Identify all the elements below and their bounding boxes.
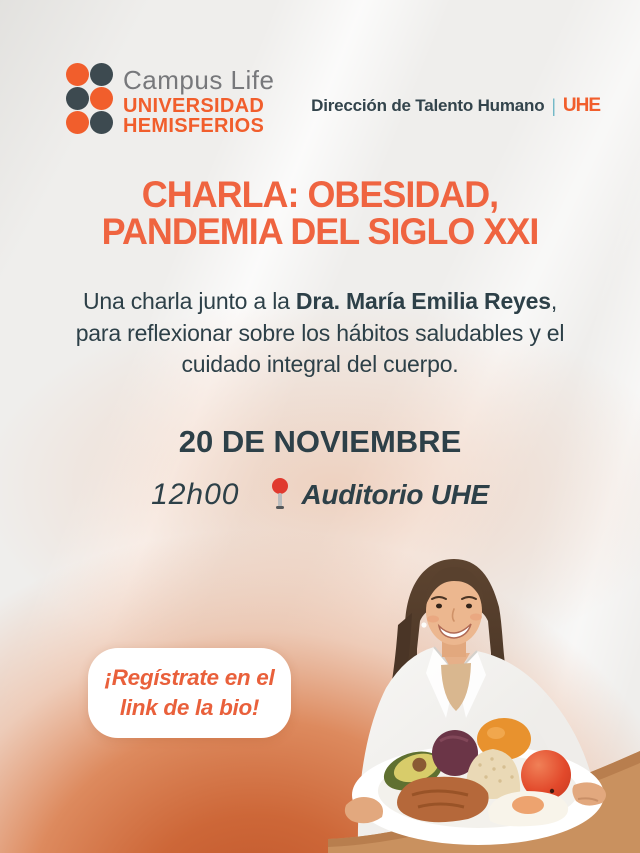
location-pin-icon <box>272 478 288 512</box>
cta-line2: link de la bio! <box>119 695 260 720</box>
campus-life-logo <box>66 63 274 137</box>
department-name: Dirección de Talento Humano <box>311 96 545 115</box>
cta-line1: ¡Regístrate en el <box>104 664 275 690</box>
description-part1: Una charla junto a la <box>82 288 296 314</box>
logo-dot <box>66 87 89 110</box>
separator-bar: | <box>551 95 556 116</box>
speaker-photo-illustration <box>328 553 640 853</box>
event-title-line2: PANDEMIA DEL SIGLO XXI <box>101 211 539 252</box>
logo-org-line2: HEMISFERIOS <box>123 115 265 138</box>
event-title <box>10 176 631 250</box>
logo-dots-icon <box>66 63 113 137</box>
department-header <box>311 95 600 117</box>
uhe-logo: UHE <box>562 95 600 116</box>
logo-dot <box>90 87 113 110</box>
logo-org-line1: UNIVERSIDAD <box>123 95 265 117</box>
speaker-name: Dra. María Emilia Reyes <box>295 288 551 314</box>
register-cta-button[interactable] <box>88 648 291 738</box>
logo-text <box>123 63 274 137</box>
event-title-line1: CHARLA: OBESIDAD, <box>141 174 499 215</box>
logo-dot <box>90 63 113 86</box>
logo-dot <box>66 63 89 86</box>
event-location: Auditorio UHE <box>301 479 489 510</box>
event-time: 12h00 <box>151 478 240 511</box>
event-description <box>58 286 582 381</box>
event-date: 20 DE NOVIEMBRE <box>178 424 462 459</box>
logo-brand: Campus Life <box>123 65 275 95</box>
logo-dot <box>66 111 89 134</box>
speaker-photo <box>328 553 640 853</box>
event-time-location <box>0 478 640 512</box>
logo-dot <box>90 111 113 134</box>
description-part2: , para reflexionar sobre los hábitos saludables y el cuidado integral del cuerpo. <box>75 288 565 378</box>
